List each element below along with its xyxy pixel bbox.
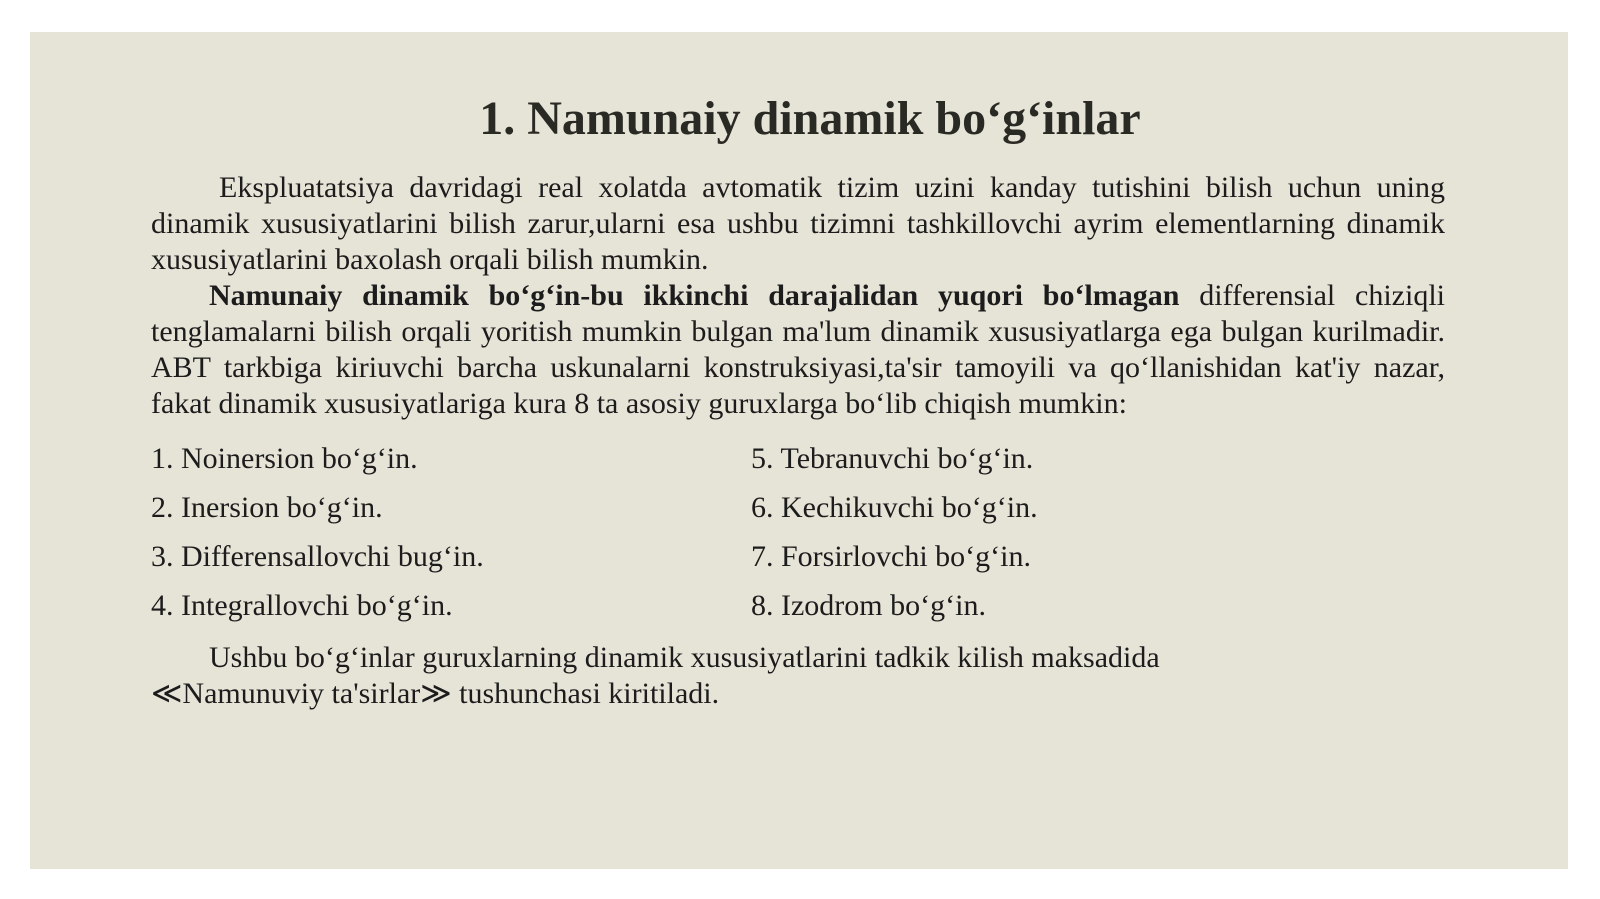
list-item: 7. Forsirlovchi bo‘g‘in. xyxy=(751,540,1031,573)
link-type-list xyxy=(151,434,1445,630)
list-item: 3. Differensallovchi bug‘in. xyxy=(151,540,484,573)
slide-content xyxy=(151,170,1445,712)
list-item: 5. Tebranuvchi bo‘g‘in. xyxy=(751,442,1034,475)
paragraph-intro: Ekspluatatsiya davridagi real xolatda avtomatik tizim uzini kanday tutishini bilish uchun uning dinamik xususiyatlarini bilish zarur,ularni esa ushbu tizimni tashkillovchi ayrim elementlarning dinamik xususiyatlarini baxolash orqali bilish mumkin. xyxy=(151,171,1445,276)
list-item: 2. Inersion bo‘g‘in. xyxy=(151,491,383,524)
definition-text: differensial chiziqli tenglamalarni bilish orqali yoritish mumkin bulgan ma'lum dinamik xususiyatlarga ega bulgan kurilmadir. ABT tarkbiga kiriuvchi barcha uskunalarni konstruksiyasi,ta'sir tamoyili va qo‘llanishidan kat'iy nazar, fakat dinamik xususiyatlariga kura 8 ta asosiy guruxlarga bo‘lib chiqish mumkin: xyxy=(151,279,1445,420)
paragraph-closing: Ushbu bo‘g‘inlar guruxlarning dinamik xususiyatlarini tadkik kilish maksadida ≪Namunuviy ta'sirlar≫ tushunchasi kiritiladi. xyxy=(151,641,1160,710)
list-item: 6. Kechikuvchi bo‘g‘in. xyxy=(751,491,1038,524)
list-item: 1. Noinersion bo‘g‘in. xyxy=(151,442,418,475)
paragraph-definition xyxy=(151,278,1445,422)
definition-term: Namunaiy dinamik bo‘g‘in-bu ikkinchi darajalidan yuqori bo‘lmagan xyxy=(209,279,1180,312)
list-item: 8. Izodrom bo‘g‘in. xyxy=(751,589,986,622)
list-item: 4. Integrallovchi bo‘g‘in. xyxy=(151,589,453,622)
slide xyxy=(30,32,1568,869)
slide-title: 1. Namunaiy dinamik bo‘g‘inlar xyxy=(479,92,1141,145)
